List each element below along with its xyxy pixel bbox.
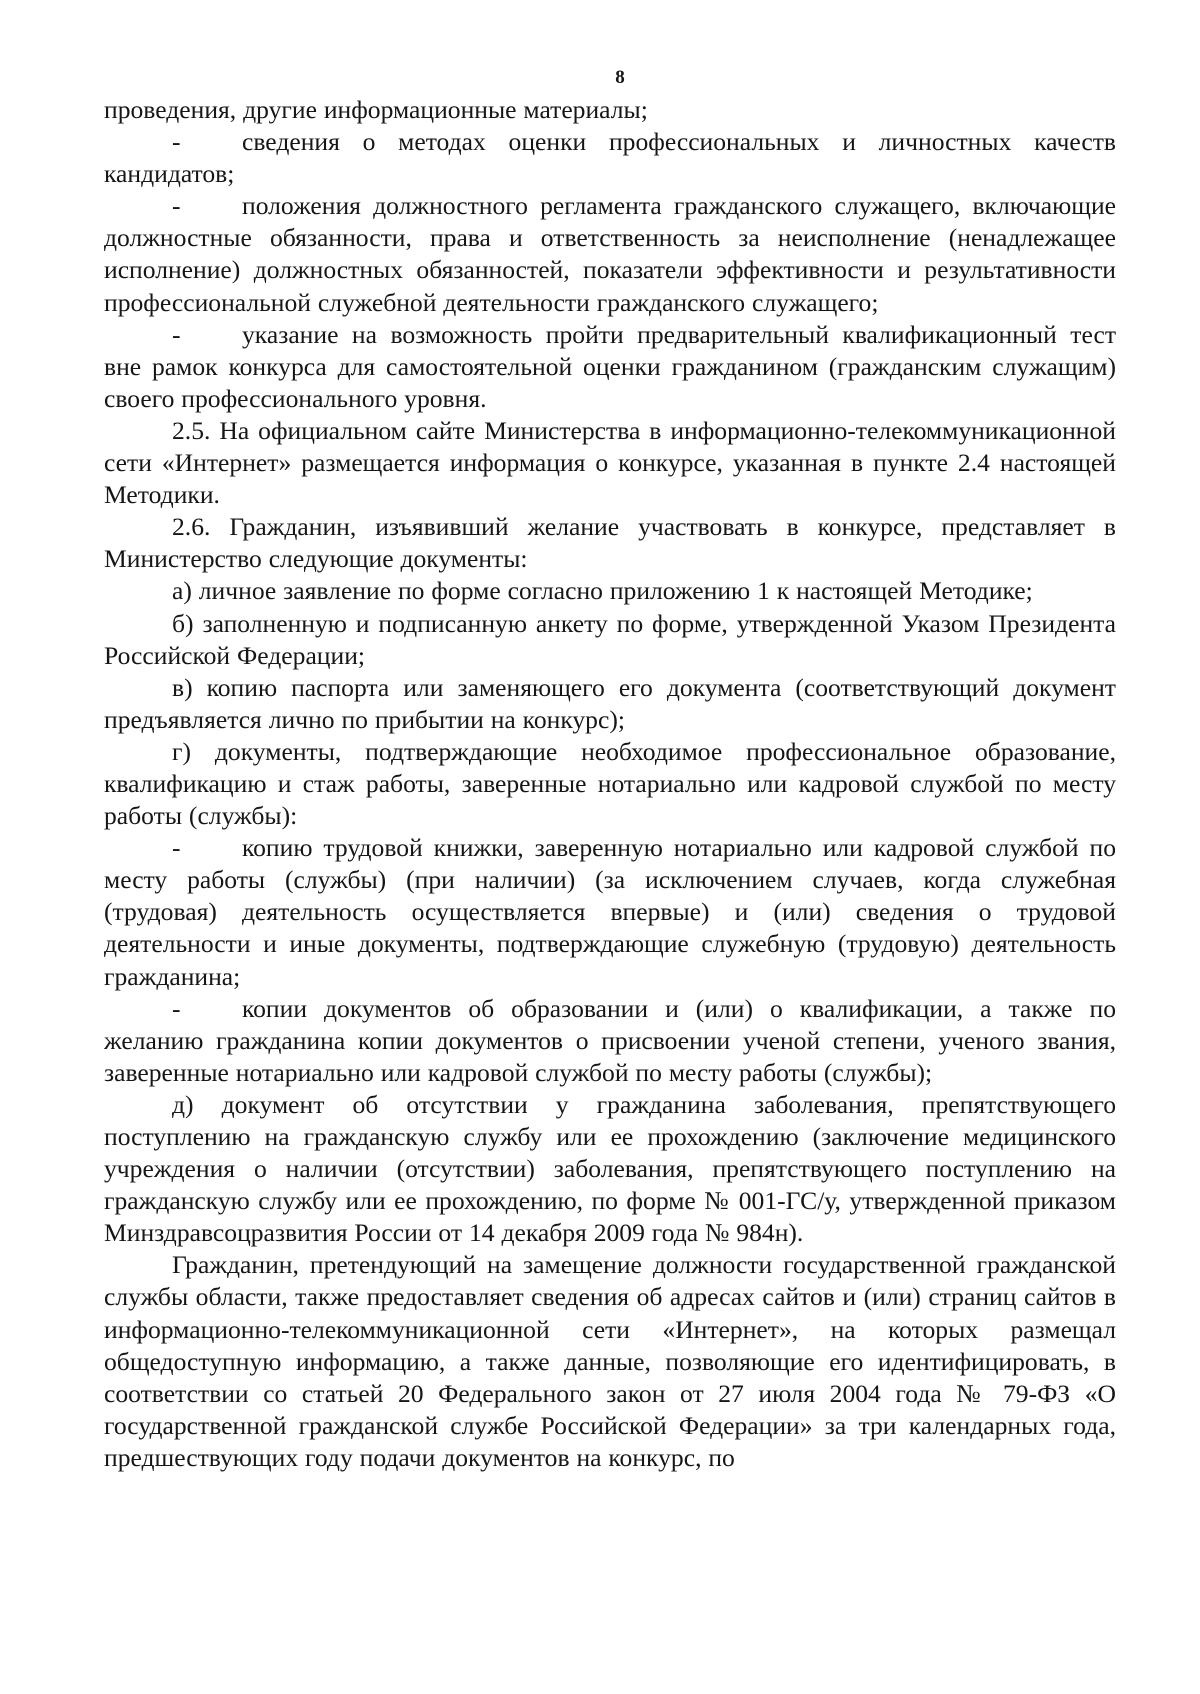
paragraph: Гражданин, претендующий на замещение должности государственной гражданской службы области, также предоставляет сведения об адресах сайтов и (или) страниц сайтов в информационно-телекоммуникационной сети «Интернет», на которых размещал общедоступную информацию, а также данные, позволяющие его идентифицировать, в соответствии со статьей 20 Федерального закон от 27 июля 2004 года № 79-ФЗ «О государственной гражданской службе Российской Федерации» за три календарных года, предшествующих году подачи документов на конкурс, по <box>104 1250 1116 1472</box>
list-item: г) документы, подтверждающие необходимое профессиональное образование, квалификацию и стаж работы, заверенные нотариально или кадровой службой по месту работы (службы): <box>104 736 1116 831</box>
bullet-item: - сведения о методах оценки профессиональных и личностных качеств кандидатов; <box>104 126 1116 190</box>
page-number: 8 <box>615 67 625 88</box>
bullet-item: - копию трудовой книжки, заверенную нотариально или кадровой службой по месту работы (службы) (при наличии) (за исключением случаев, когда служебная (трудовая) деятельность осуществляется впервые) и (или) сведения о трудовой деятельности и иные документы, подтверждающие служебную (трудовую) деятельность гражданина; <box>104 832 1116 992</box>
bullet-item: - положения должностного регламента гражданского служащего, включающие должностные обязанности, права и ответственность за неисполнение (ненадлежащее исполнение) должностных обязанностей, показатели эффективности и результативности профессиональной служебной деятельности гражданского служащего; <box>104 190 1116 318</box>
bullet-item: - указание на возможность пройти предварительный квалификационный тест вне рамок конкурса для самостоятельной оценки гражданином (гражданским служащим) своего профессионального уровня. <box>104 319 1116 415</box>
paragraph: проведения, другие информационные материалы; <box>104 95 648 124</box>
document-body <box>104 94 1116 1474</box>
paragraph: 2.5. На официальном сайте Министерства в информационно-телекоммуникационной сети «Интернет» размещается информация о конкурсе, указанная в пункте 2.4 настоящей Методики. <box>104 415 1116 510</box>
paragraph: 2.6. Гражданин, изъявивший желание участвовать в конкурсе, представляет в Министерство следующие документы: <box>104 512 1116 574</box>
list-item: д) документ об отсутствии у гражданина заболевания, препятствующего поступлению на гражданскую службу или ее прохождению (заключение медицинского учреждения о наличии (отсутствии) заболевания, препятствующего поступлению на гражданскую службу или ее прохождению, по форме № 001-ГС/у, утвержденной приказом Минздравсоцразвития России от 14 декабря 2009 года № 984н). <box>104 1089 1116 1248</box>
list-item: б) заполненную и подписанную анкету по форме, утвержденной Указом Президента Российской Федерации; <box>104 608 1116 670</box>
list-item: а) личное заявление по форме согласно приложению 1 к настоящей Методике; <box>172 576 1033 606</box>
list-item: в) копию паспорта или заменяющего его документа (соответствующий документ предъявляется лично по прибытии на конкурс); <box>104 672 1116 734</box>
bullet-item: - копии документов об образовании и (или) о квалификации, а также по желанию гражданина копии документов о присвоении ученой степени, ученого звания, заверенные нотариально или кадровой службой по месту работы (службы); <box>104 993 1116 1089</box>
